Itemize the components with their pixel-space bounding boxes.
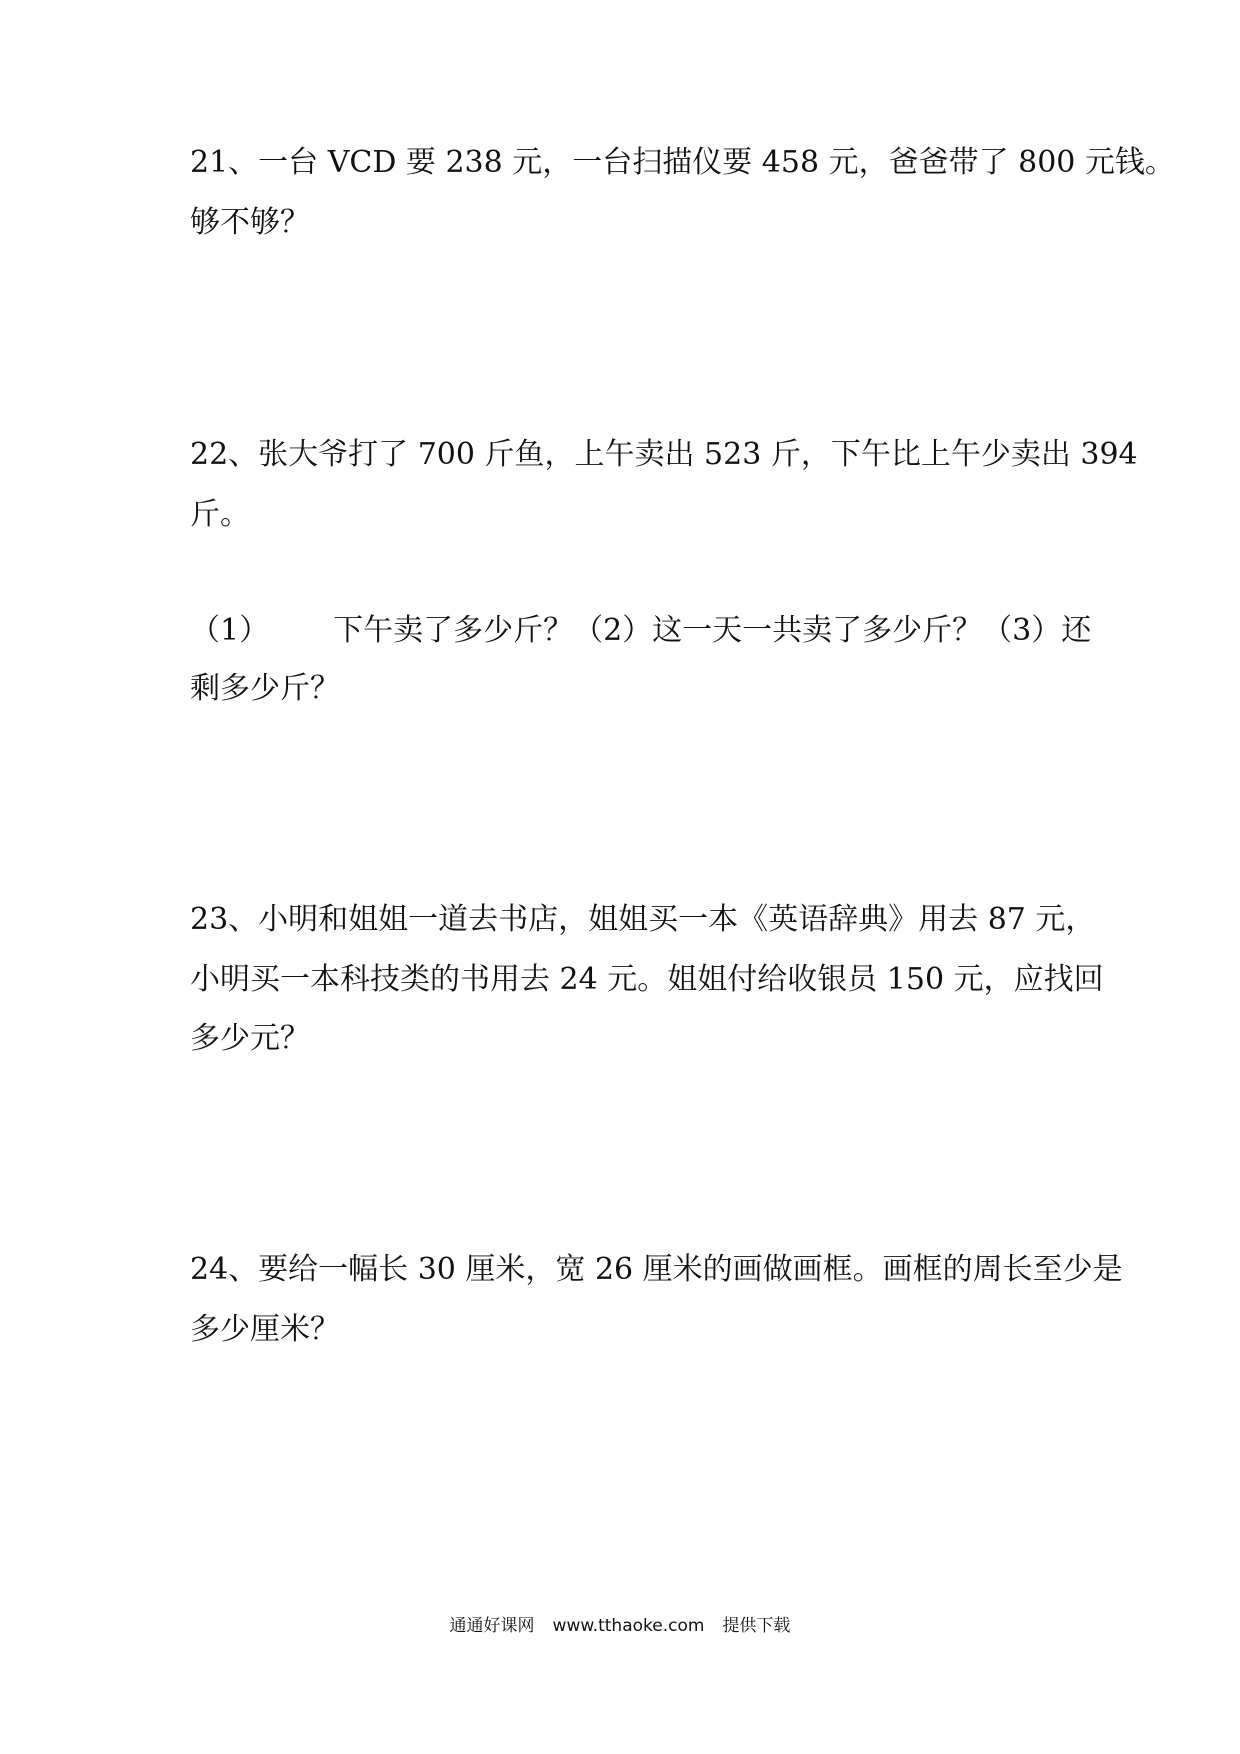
subquestion-1-label: （1）: [190, 613, 270, 648]
problem-24-line-2: 多少厘米？: [190, 1312, 340, 1347]
problem-22-line-2: 斤。: [190, 497, 250, 532]
subquestions-text: 下午卖了多少斤？（2）这一天一共卖了多少斤？（3）还: [333, 613, 1092, 648]
problem-23-line-1: 23、小明和姐姐一道去书店，姐姐买一本《英语辞典》用去 87 元，: [190, 902, 1096, 937]
page-footer: [0, 1614, 1240, 1638]
problem-22-subquestions-line-1: [190, 611, 1092, 651]
problem-23-line-3: 多少元？: [190, 1021, 310, 1056]
footer-url[interactable]: www.tthaoke.com: [552, 1616, 705, 1636]
footer-suffix: 提供下载: [722, 1616, 791, 1636]
problem-21-line-2: 够不够？: [190, 205, 310, 240]
problem-22-line-1: 22、张大爷打了 700 斤鱼，上午卖出 523 斤，下午比上午少卖出 394: [190, 437, 1138, 472]
problem-21-line-1: 21、一台 VCD 要 238 元，一台扫描仪要 458 元，爸爸带了 800 元钱。: [190, 145, 1175, 180]
problem-23-line-2: 小明买一本科技类的书用去 24 元。姐姐付给收银员 150 元，应找回: [190, 962, 1104, 997]
footer-site-name: 通通好课网: [449, 1616, 535, 1636]
problem-22-subquestions-line-2: 剩多少斤？: [190, 671, 340, 706]
problem-24-line-1: 24、要给一幅长 30 厘米，宽 26 厘米的画做画框。画框的周长至少是: [190, 1252, 1123, 1287]
